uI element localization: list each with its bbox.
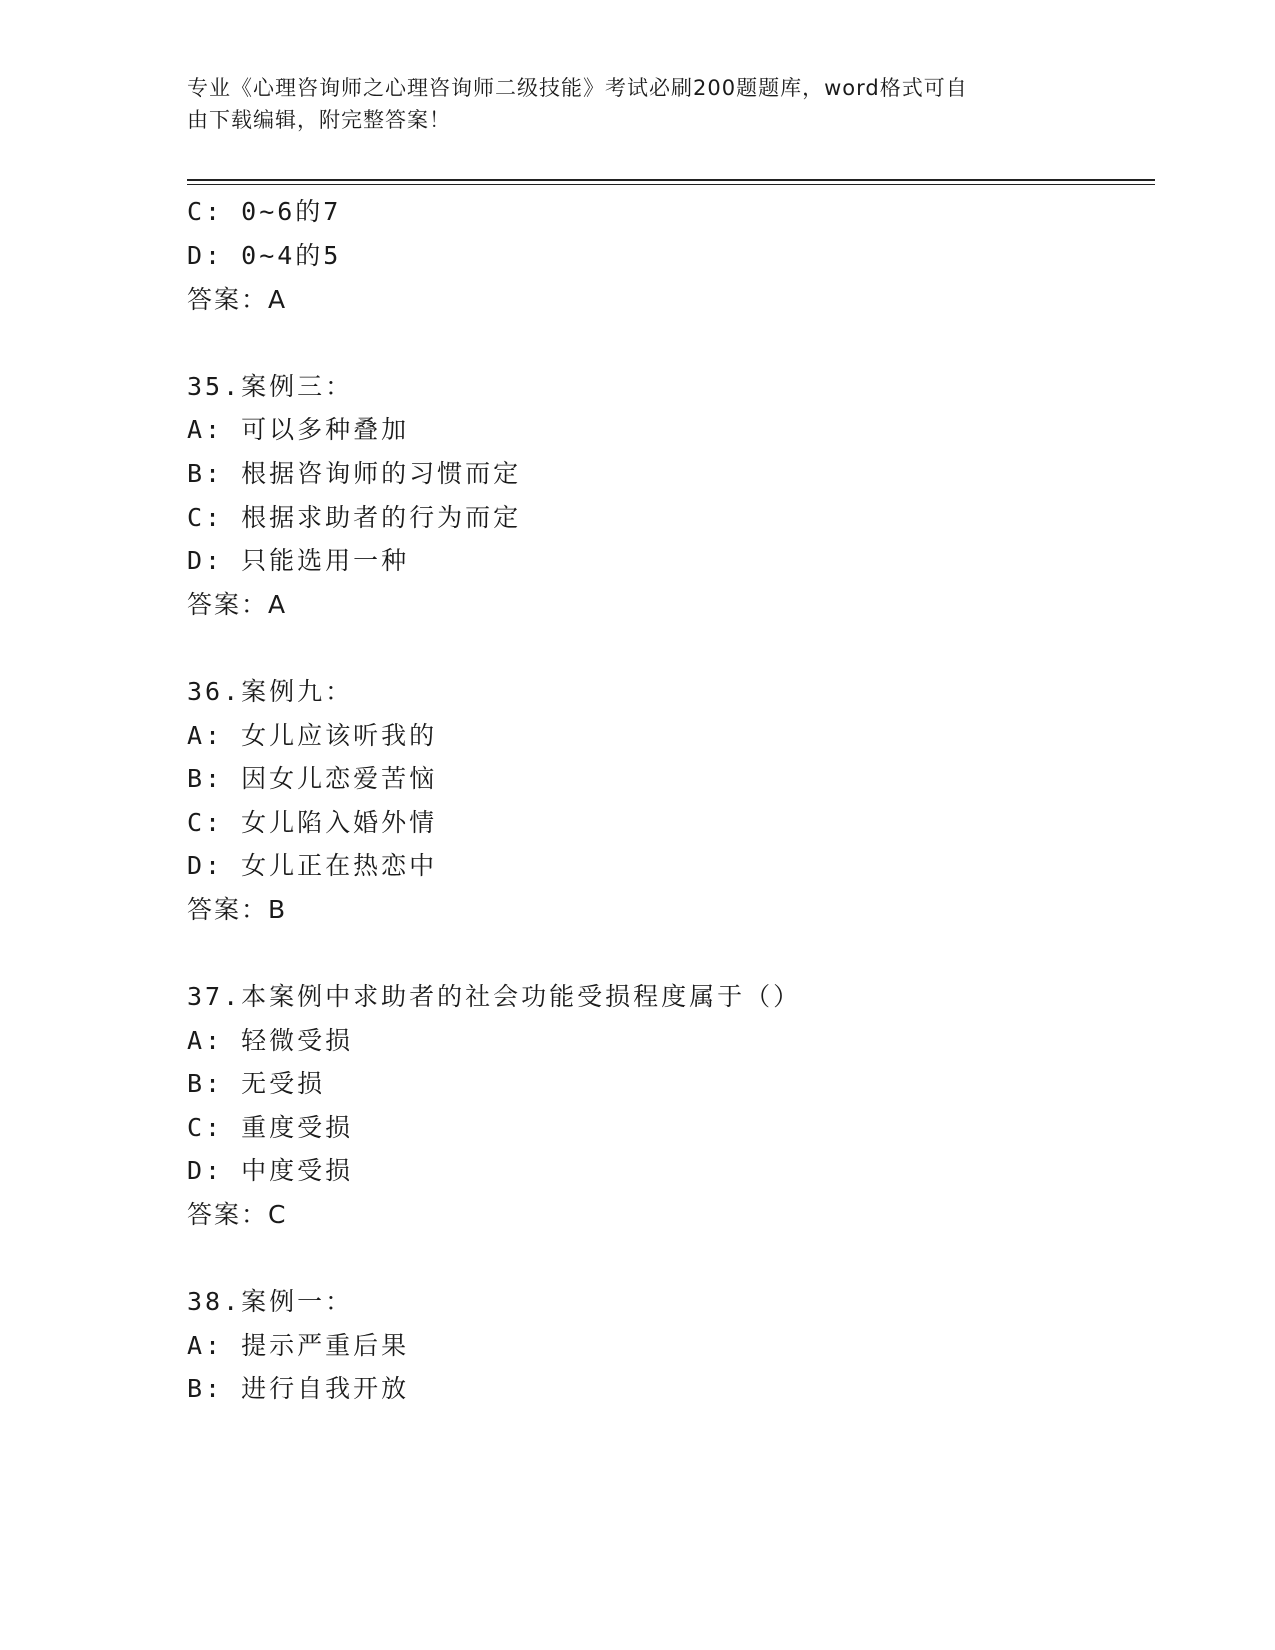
header-divider-thin	[187, 184, 1155, 185]
option-b: B: 根据咨询师的习惯而定	[187, 459, 522, 488]
answer: 答案：B	[187, 895, 288, 924]
option-c: C: 重度受损	[187, 1113, 354, 1142]
option-a: A: 可以多种叠加	[187, 415, 410, 444]
option-a: A: 女儿应该听我的	[187, 721, 438, 750]
question-35: 35.案例三：	[187, 372, 354, 401]
answer: 答案：C	[187, 1200, 288, 1229]
header-divider-thick	[187, 179, 1155, 181]
answer: 答案：A	[187, 285, 288, 314]
option-c: C: 女儿陷入婚外情	[187, 808, 438, 837]
option-d: D: 0~4的5	[187, 241, 342, 270]
question-37: 37.本案例中求助者的社会功能受损程度属于（）	[187, 982, 802, 1011]
option-a: A: 提示严重后果	[187, 1331, 410, 1360]
option-c: C: 根据求助者的行为而定	[187, 503, 522, 532]
header-line-1: 专业《心理咨询师之心理咨询师二级技能》考试必刷200题题库，word格式可自	[187, 76, 968, 100]
option-b: B: 进行自我开放	[187, 1374, 410, 1403]
option-d: D: 女儿正在热恋中	[187, 851, 438, 880]
question-38: 38.案例一：	[187, 1287, 354, 1316]
question-36: 36.案例九：	[187, 677, 354, 706]
option-d: D: 中度受损	[187, 1156, 354, 1185]
option-d: D: 只能选用一种	[187, 546, 410, 575]
answer: 答案：A	[187, 590, 288, 619]
header-line-2: 由下载编辑，附完整答案！	[187, 108, 451, 132]
option-c: C: 0~6的7	[187, 197, 342, 226]
option-b: B: 因女儿恋爱苦恼	[187, 764, 438, 793]
document-header	[187, 72, 1067, 136]
option-a: A: 轻微受损	[187, 1026, 354, 1055]
option-b: B: 无受损	[187, 1069, 326, 1098]
